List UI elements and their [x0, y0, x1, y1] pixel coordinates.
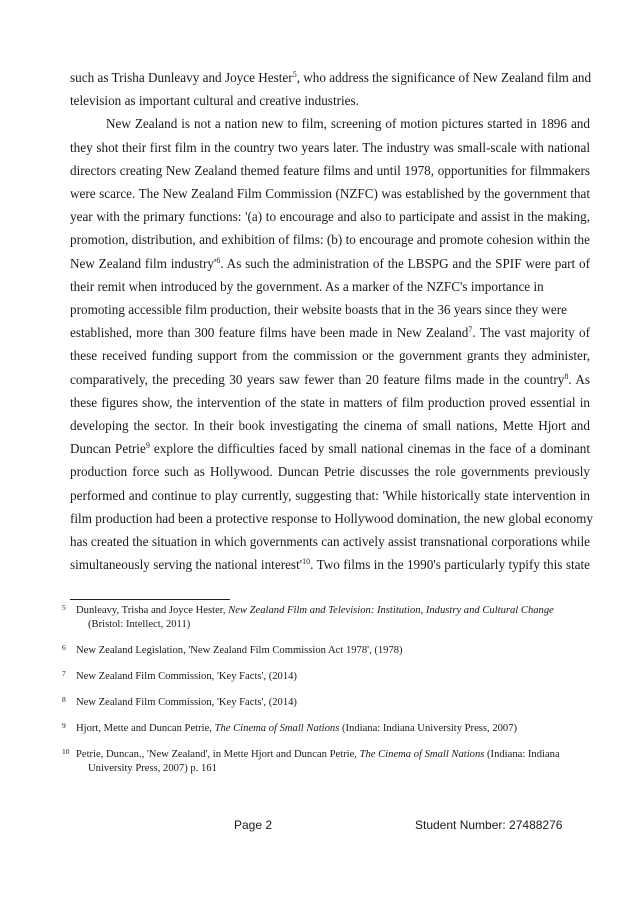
page-number: Page 2 — [234, 818, 273, 832]
footnote-text — [76, 644, 602, 658]
body-line — [70, 228, 590, 251]
body-line-text: explore the difficulties faced by small national cinemas in the face of a dominant — [149, 441, 590, 457]
body-line-text: directors creating New Zealand themed feature films and until 1978, opportunities for filmmakers — [70, 162, 590, 178]
body-line-text: promotion, distribution, and exhibition of films: (b) to encourage and promote cohesion within the — [70, 232, 590, 248]
footnote-continuation: University Press, 2007) p. 161 — [88, 763, 217, 774]
body-line — [70, 159, 590, 182]
student-number: Student Number: 27488276 — [415, 818, 563, 832]
body-line — [70, 344, 590, 367]
body-line-text: these received funding support from the commission or the government grants they administer, — [70, 348, 590, 364]
footnote-text — [76, 722, 602, 736]
footnote-number: 8 — [62, 695, 66, 704]
body-line-text: established, more than 300 feature films have been made in New Zealand — [70, 325, 469, 341]
body-line — [70, 298, 590, 321]
body-line — [70, 368, 590, 391]
footnote-number: 6 — [62, 643, 66, 652]
body-line — [70, 437, 590, 460]
footnote-title: The Cinema of Small Nations — [214, 723, 340, 734]
body-line — [70, 205, 590, 228]
body-line — [70, 507, 593, 530]
body-line-text: promoting accessible film production, their website boasts that in the 36 years since they were — [70, 302, 567, 318]
body-text — [70, 66, 593, 576]
footnote-number: 5 — [62, 603, 66, 612]
footnotes — [62, 604, 602, 788]
body-line-text: their remit when introduced by the government. As a marker of the NZFC's importance in — [70, 278, 544, 294]
body-line — [70, 460, 590, 483]
body-line-text: . The vast majority of — [472, 325, 590, 341]
footnote-separator — [70, 599, 230, 600]
body-line-text: . Two films in the 1990's particularly typify this state — [310, 557, 590, 573]
footnote-title: New Zealand Film and Television: Institution, Industry and Cultural Change — [228, 605, 554, 616]
footnote-citation: New Zealand Legislation, 'New Zealand Film Commission Act 1978', (1978) — [76, 645, 403, 656]
footnote-reference[interactable]: 10 — [302, 557, 311, 567]
footnote-title: The Cinema of Small Nations — [359, 749, 485, 760]
footnote-reference[interactable]: 6 — [216, 255, 221, 265]
body-line — [70, 414, 590, 437]
footnote-reference[interactable]: 9 — [145, 441, 150, 451]
body-line — [70, 275, 590, 298]
footnote-number: 10 — [62, 747, 70, 756]
body-line-text: , who address the significance of New Zealand film and — [296, 70, 592, 85]
footnote-item — [62, 644, 602, 658]
body-line-text: they shot their first film in the country two years later. The industry was small-scale with national — [70, 139, 590, 155]
footnote-citation: New Zealand Film Commission, 'Key Facts', (2014) — [76, 671, 297, 682]
footnote-citation: Hjort, Mette and Duncan Petrie, — [76, 723, 215, 734]
body-line-text: television as important cultural and creative industries. — [70, 93, 359, 109]
body-line-text: . As — [568, 371, 590, 387]
body-line-text: comparatively, the preceding 30 years saw fewer than 20 feature films made in the country — [70, 371, 565, 387]
body-line — [70, 182, 590, 205]
footnote-reference[interactable]: 8 — [564, 371, 569, 381]
body-line — [70, 530, 590, 553]
body-line — [70, 136, 590, 159]
body-line-text: Duncan Petrie — [70, 441, 146, 457]
footnote-citation: Dunleavy, Trisha and Joyce Hester, — [76, 605, 229, 616]
body-line — [70, 252, 590, 275]
body-line — [70, 66, 590, 89]
footnote-text — [76, 670, 602, 684]
body-line — [70, 391, 590, 414]
body-line-text: film production had been a protective response to Hollywood domination, the new global economy — [70, 510, 593, 526]
footnote-reference[interactable]: 7 — [468, 325, 473, 335]
body-line-text: year with the primary functions: '(a) to encourage and also to participate and assist in the making, — [70, 209, 590, 225]
footnote-item — [62, 670, 602, 684]
body-line — [70, 89, 590, 112]
footnote-item — [62, 722, 602, 736]
footnote-citation: (Indiana: Indiana University Press, 2007) — [339, 723, 518, 734]
footnote-item — [62, 696, 602, 710]
footnote-reference[interactable]: 5 — [292, 70, 297, 79]
body-line-text: production force such as Hollywood. Duncan Petrie discusses the role governments previously — [70, 464, 590, 480]
body-line-text: New Zealand is not a nation new to film, screening of motion pictures started in 1896 and — [106, 116, 590, 132]
body-line-text: were scarce. The New Zealand Film Commission (NZFC) was established by the government that — [70, 186, 590, 202]
body-line-text: developing the sector. In their book investigating the cinema of small nations, Mette Hjort and — [70, 418, 590, 434]
footnote-text — [76, 696, 602, 710]
footnote-citation: Petrie, Duncan., 'New Zealand', in Mette Hjort and Duncan Petrie, — [76, 749, 360, 760]
footnote-continuation: (Bristol: Intellect, 2011) — [88, 619, 191, 630]
footnote-number: 7 — [62, 669, 66, 678]
footnote-text — [76, 604, 602, 618]
body-line — [70, 321, 590, 344]
body-line — [70, 484, 590, 507]
footnote-text — [76, 748, 602, 762]
body-line-text: . As such the administration of the LBSPG and the SPIF were part of — [220, 255, 590, 271]
body-line — [70, 553, 590, 576]
footnote-number: 9 — [62, 721, 66, 730]
body-line — [70, 112, 590, 135]
footnote-item — [62, 604, 602, 632]
body-line-text: New Zealand film industry' — [70, 255, 217, 271]
body-line-text: has created the situation in which governments can actively assist transnational corporations while — [70, 534, 590, 550]
footnote-citation: (Indiana: Indiana — [484, 749, 560, 760]
body-line-text: performed and continue to play currently, suggesting that: 'While historically state intervention in — [70, 487, 590, 503]
body-line-text: simultaneously serving the national interest' — [70, 557, 303, 573]
footnote-citation: New Zealand Film Commission, 'Key Facts', (2014) — [76, 697, 297, 708]
body-line-text: these figures show, the intervention of the state in matters of film production proved essential in — [70, 394, 590, 410]
footnote-item — [62, 748, 602, 776]
body-line-text: such as Trisha Dunleavy and Joyce Hester — [70, 70, 293, 85]
